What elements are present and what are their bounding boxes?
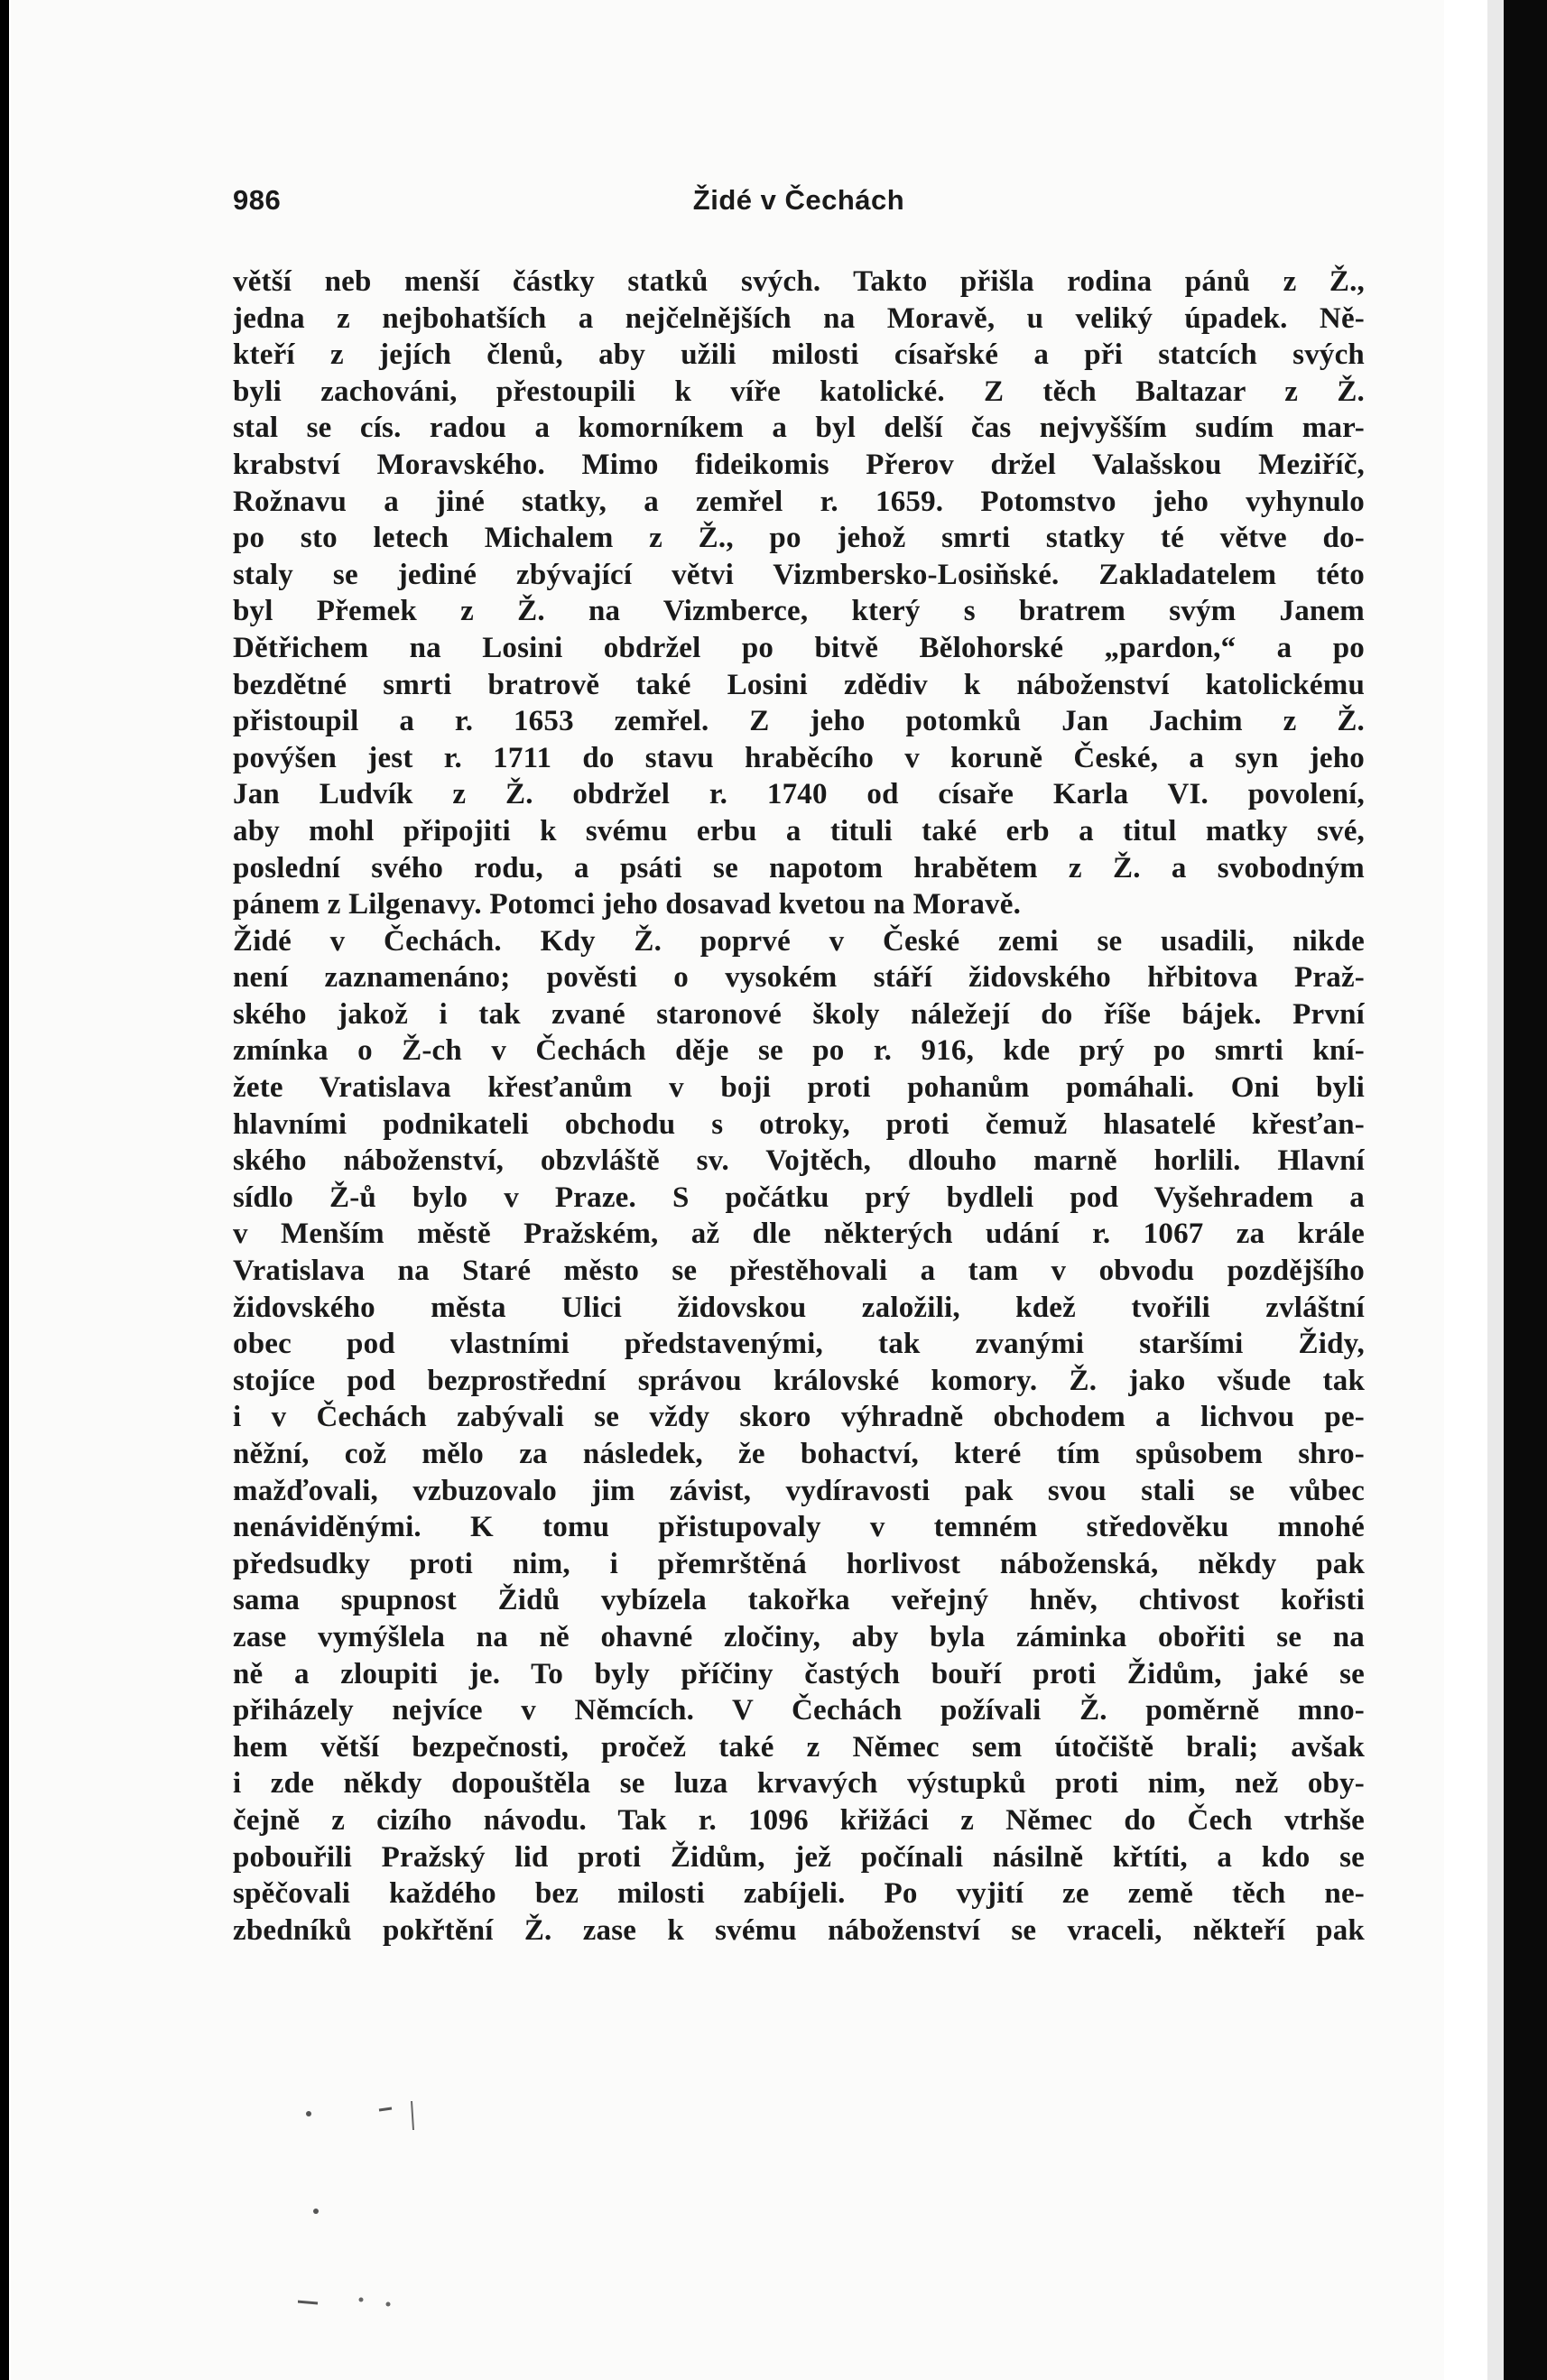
text-line: Vratislava na Staré město se přestěhovali a tam v obvodu pozdějšího <box>233 1255 1365 1288</box>
text-line: zbedníků pokřtění Ž. zase k svému náboženství se vraceli, někteří pak <box>233 1913 1365 1947</box>
text-line: stal se cís. radou a komorníkem a byl delší čas nejvyšším sudím mar- <box>233 412 1365 445</box>
text-line-heading: Židé v Čechách. Kdy Ž. poprvé v České zemi se usadili, nikde <box>233 924 1365 958</box>
text-line: poslední svého rodu, a psáti se napotom hrabětem z Ž. a svobodným <box>233 851 1365 884</box>
text-line: něžní, což mělo za následek, že bohactví, které tím spůsobem shro- <box>233 1438 1365 1470</box>
text-line: staly se jediné zbývající větvi Vizmbersko-Losiňské. Zakladatelem této <box>233 558 1365 591</box>
text-line: spěčovali každého bez milosti zabíjeli. Po vyjití ze země těch ne- <box>233 1877 1365 1911</box>
text-line: aby mohl připojiti k svému erbu a tituli také erb a titul matky své, <box>233 814 1365 847</box>
text-line: nenáviděnými. K tomu přistupovaly v temném středověku mnohé <box>233 1511 1365 1544</box>
text-line: přistoupil a r. 1653 zemřel. Z jeho potomků Jan Jachim z Ž. <box>233 705 1365 738</box>
text-line: Rožnavu a jiné statky, a zemřel r. 1659. Potomstvo jeho vyhynulo <box>233 485 1365 518</box>
text-line: hem větší bezpečnosti, pročež také z Němec sem útočiště brali; avšak <box>233 1730 1365 1764</box>
page-number: 986 <box>233 184 282 216</box>
text-line: stojíce pod bezprostřední správou královské komory. Ž. jako všude tak <box>233 1364 1365 1397</box>
text-line: obec pod vlastními představenými, tak zvanými staršími Židy, <box>233 1328 1365 1361</box>
text-line: ského jakož i tak zvané staronové školy náležejí do říše bájek. První <box>233 997 1365 1031</box>
text-line: zase vymýšlela na ně ohavné zločiny, aby byla záminka obořiti se na <box>233 1620 1365 1653</box>
scan-specks <box>298 2094 569 2320</box>
text-line: po sto letech Michalem z Ž., po jehož smrti statky té větve do- <box>233 522 1365 555</box>
text-line: Jan Ludvík z Ž. obdržel r. 1740 od císaře Karla VI. povolení, <box>233 778 1365 811</box>
text-line: sídlo Ž-ů bylo v Praze. S počátku prý bydleli pod Vyšehradem a <box>233 1181 1365 1214</box>
text-line: přiházely nejvíce v Němcích. V Čechách požívali Ž. poměrně mno- <box>233 1694 1365 1727</box>
text-line: jedna z nejbohatších a nejčelnějších na Moravě, u veliký úpadek. Ně- <box>233 301 1365 335</box>
text-line: v Menším městě Pražském, až dle některých udání r. 1067 za krále <box>233 1218 1365 1251</box>
running-head <box>233 184 1365 220</box>
text-line: není zaznamenáno; pověsti o vysokém stáří židovského hřbitova Praž- <box>233 961 1365 995</box>
text-line: bezdětné smrti bratrově také Losini zdědiv k náboženství katolickému <box>233 668 1365 701</box>
running-head-title: Židé v Čechách <box>692 184 905 216</box>
text-line: předsudky proti nim, i přemrštěná horlivost náboženská, někdy pak <box>233 1547 1365 1580</box>
text-line: žete Vratislava křesťanům v boji proti pohanům pomáhali. Oni byli <box>233 1071 1365 1105</box>
text-line: hlavními podnikateli obchodu s otroky, proti čemuž hlasatelé křesťan- <box>233 1107 1365 1141</box>
text-line: čejně z cizího návodu. Tak r. 1096 křižáci z Němec do Čech vtrhše <box>233 1803 1365 1837</box>
text-line: pobouřili Pražský lid proti Židům, jež počínali násilně křtíti, a kdo se <box>233 1840 1365 1874</box>
text-line: židovského města Ulici židovskou založili, kdež tvořili zvláštní <box>233 1291 1365 1324</box>
text-line: mažďovali, vzbuzovalo jim závist, vydíravosti pak svou stali se vůbec <box>233 1474 1365 1507</box>
scan-border-left <box>0 0 9 2380</box>
text-line: i zde někdy dopouštěla se luza krvavých výstupků proti nim, než oby- <box>233 1767 1365 1801</box>
text-line: Dětřichem na Losini obdržel po bitvě Bělohorské „pardon,“ a po <box>233 631 1365 664</box>
text-line: i v Čechách zabývali se vždy skoro výhradně obchodem a lichvou pe- <box>233 1401 1365 1434</box>
text-line: byli zachováni, přestoupili k víře katolické. Z těch Baltazar z Ž. <box>233 375 1365 408</box>
text-line: ského náboženství, obzvláště sv. Vojtěch, dlouho marně horlili. Hlavní <box>233 1144 1365 1178</box>
scan-border-right <box>1504 0 1547 2380</box>
text-line: větší neb menší částky statků svých. Takto přišla rodina pánů z Ž., <box>233 265 1365 298</box>
text-line: sama spupnost Židů vybízela takořka veřejný hněv, chtivost kořisti <box>233 1584 1365 1617</box>
text-line-paragraph-end: pánem z Lilgenavy. Potomci jeho dosavad kvetou na Moravě. <box>233 888 1022 921</box>
text-line: zmínka o Ž-ch v Čechách děje se po r. 916, kde prý po smrti kní- <box>233 1034 1365 1068</box>
body-text <box>233 264 1365 1949</box>
text-line: ně a zloupiti je. To byly příčiny častých bouří proti Židům, jaké se <box>233 1657 1365 1690</box>
text-line: kteří z jejích členů, aby užili milosti císařské a při statcích svých <box>233 338 1365 372</box>
scan-gap-right <box>1487 0 1504 2380</box>
text-line: byl Přemek z Ž. na Vizmberce, který s bratrem svým Janem <box>233 595 1365 628</box>
text-line: krabství Moravského. Mimo fideikomis Přerov držel Valašskou Meziříč, <box>233 448 1365 481</box>
text-line: povýšen jest r. 1711 do stavu hraběcího v koruně České, a syn jeho <box>233 741 1365 774</box>
